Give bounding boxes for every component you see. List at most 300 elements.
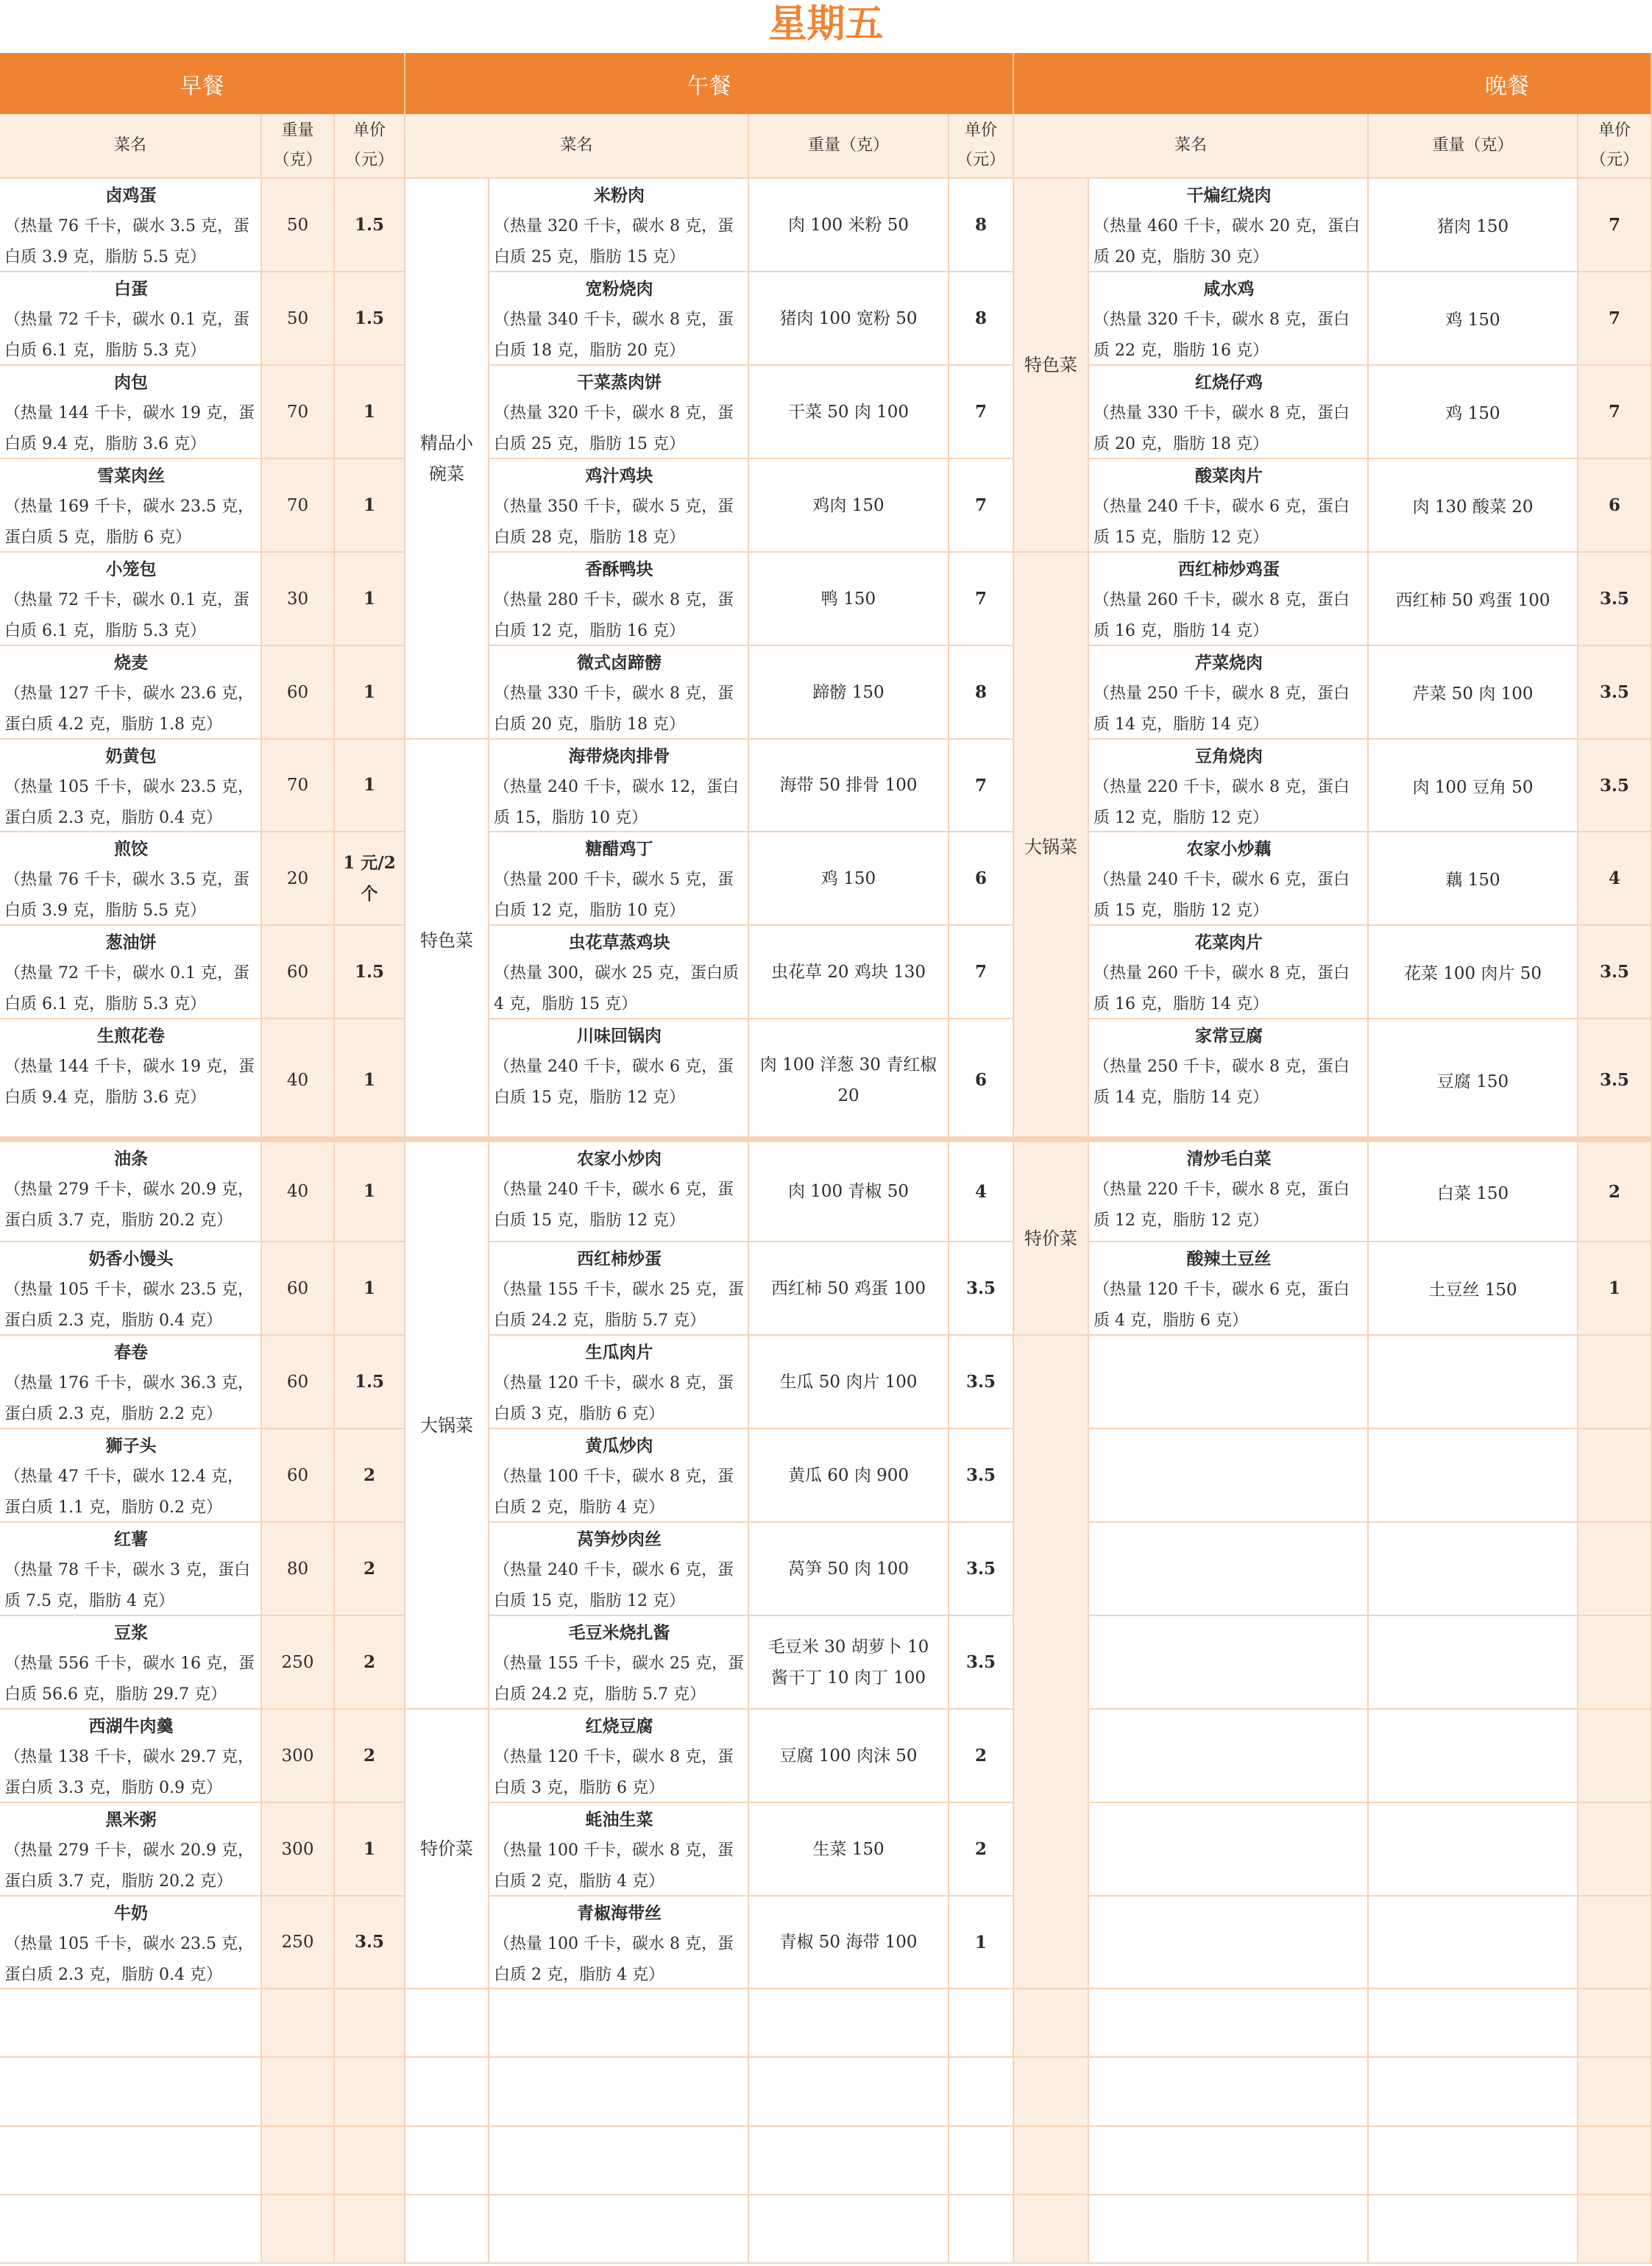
lunch-col-name-text: 菜名 bbox=[560, 136, 593, 155]
breakfast-weight bbox=[262, 553, 335, 646]
breakfast-weight bbox=[262, 1142, 335, 1242]
lunch-category bbox=[405, 179, 489, 740]
dish-name: 西红柿炒蛋 bbox=[577, 1249, 662, 1269]
dinner-price bbox=[1578, 366, 1652, 459]
lunch-row bbox=[489, 1616, 749, 1710]
dinner-weight bbox=[1369, 832, 1578, 926]
breakfast-row bbox=[0, 1142, 262, 1242]
dinner-weight bbox=[1369, 1019, 1578, 1142]
dinner-col-name bbox=[1014, 114, 1369, 179]
dish-name: 干煸红烧肉 bbox=[1186, 185, 1272, 205]
dish-nutrition: （热量 240 千卡，碳水 6 克，蛋白质 15 克，脂肪 12 克） bbox=[1093, 871, 1350, 920]
lunch-weight-text: 豆腐 100 肉沫 50 bbox=[779, 1746, 918, 1766]
dish-nutrition: （热量 72 千卡，碳水 0.1 克，蛋白质 6.1 克，脂肪 5.3 克） bbox=[4, 964, 249, 1013]
dinner-category-text: 特色菜 bbox=[1024, 355, 1077, 375]
dinner-empty-name bbox=[1089, 1803, 1369, 1897]
dinner-price bbox=[1578, 272, 1652, 366]
dinner-col-name-text: 菜名 bbox=[1174, 136, 1207, 155]
empty-cell bbox=[489, 2195, 749, 2264]
dinner-price bbox=[1578, 1019, 1652, 1142]
lunch-weight bbox=[749, 459, 949, 553]
lunch-row bbox=[489, 272, 749, 366]
dish-name: 微式卤蹄髈 bbox=[577, 653, 662, 673]
lunch-weight bbox=[749, 1616, 949, 1710]
dinner-empty-price bbox=[1578, 1897, 1652, 1989]
lunch-category-text: 大锅菜 bbox=[420, 1415, 473, 1436]
lunch-price-text: 1 bbox=[974, 1932, 987, 1952]
dish-nutrition: （热量 320 千卡，碳水 8 克，蛋白质 22 克，脂肪 16 克） bbox=[1093, 311, 1350, 360]
breakfast-weight bbox=[262, 1429, 335, 1523]
dinner-weight-text: 豆腐 150 bbox=[1436, 1072, 1509, 1091]
dinner-col-price bbox=[1578, 114, 1652, 179]
dish-name: 狮子头 bbox=[105, 1436, 157, 1456]
empty-cell bbox=[949, 1989, 1014, 2058]
dish-name: 农家小炒肉 bbox=[577, 1149, 662, 1169]
empty-cell bbox=[489, 2058, 749, 2127]
lunch-weight-text: 生瓜 50 肉片 100 bbox=[779, 1372, 918, 1392]
lunch-weight bbox=[749, 1242, 949, 1336]
lunch-price bbox=[949, 832, 1014, 926]
dinner-price-text: 7 bbox=[1608, 215, 1620, 235]
dish-nutrition: （热量 105 千卡，碳水 23.5 克，蛋白质 2.3 克，脂肪 0.4 克） bbox=[4, 1935, 254, 1984]
breakfast-weight bbox=[262, 1242, 335, 1336]
breakfast-price bbox=[335, 1019, 405, 1142]
breakfast-weight bbox=[262, 1336, 335, 1429]
dish-nutrition: （热量 350 千卡，碳水 5 克，蛋白质 28 克，脂肪 18 克） bbox=[494, 498, 734, 547]
empty-cell bbox=[1578, 2195, 1652, 2264]
empty-cell bbox=[749, 2127, 949, 2195]
breakfast-price bbox=[335, 1242, 405, 1336]
dinner-empty-name bbox=[1089, 1429, 1369, 1523]
breakfast-row bbox=[0, 832, 262, 926]
dinner-row bbox=[1089, 179, 1369, 272]
empty-cell bbox=[0, 1989, 262, 2058]
empty-cell bbox=[749, 2195, 949, 2264]
dinner-price bbox=[1578, 926, 1652, 1019]
breakfast-weight bbox=[262, 1523, 335, 1616]
dinner-price bbox=[1578, 1142, 1652, 1242]
lunch-price bbox=[949, 459, 1014, 553]
breakfast-price bbox=[335, 1616, 405, 1710]
dish-nutrition: （热量 155 千卡，碳水 25 克，蛋白质 24.2 克，脂肪 5.7 克） bbox=[494, 1654, 744, 1704]
breakfast-price bbox=[335, 1336, 405, 1429]
dinner-price-text: 7 bbox=[1608, 402, 1620, 422]
lunch-price-text: 3.5 bbox=[965, 1278, 996, 1298]
lunch-col-name bbox=[405, 114, 749, 179]
lunch-row bbox=[489, 1523, 749, 1616]
lunch-category bbox=[405, 1142, 489, 1710]
lunch-price-text: 3.5 bbox=[965, 1559, 996, 1579]
dinner-row bbox=[1089, 926, 1369, 1019]
breakfast-price bbox=[335, 1897, 405, 1989]
dish-nutrition: （热量 144 千卡，碳水 19 克，蛋白质 9.4 克，脂肪 3.6 克） bbox=[4, 1058, 255, 1107]
lunch-weight-text: 肉 100 洋葱 30 青红椒 20 bbox=[759, 1055, 937, 1105]
dish-nutrition: （热量 220 千卡，碳水 8 克，蛋白质 12 克，脂肪 12 克） bbox=[1093, 778, 1350, 827]
breakfast-row bbox=[0, 272, 262, 366]
dinner-category-text: 特价菜 bbox=[1024, 1228, 1077, 1249]
empty-cell bbox=[1014, 2058, 1089, 2127]
dinner-empty-name bbox=[1089, 1616, 1369, 1710]
breakfast-row bbox=[0, 1523, 262, 1616]
lunch-weight-text: 蹄髈 150 bbox=[812, 682, 885, 702]
empty-cell bbox=[1014, 2127, 1089, 2195]
dinner-weight-text: 猪肉 150 bbox=[1436, 217, 1509, 236]
dish-name: 黄瓜炒肉 bbox=[585, 1436, 653, 1456]
lunch-price bbox=[949, 1803, 1014, 1897]
lunch-weight-text: 生菜 150 bbox=[812, 1839, 885, 1859]
empty-cell bbox=[489, 1989, 749, 2058]
lunch-price-text: 2 bbox=[974, 1839, 987, 1859]
breakfast-price bbox=[335, 1523, 405, 1616]
breakfast-weight bbox=[262, 272, 335, 366]
empty-cell bbox=[1089, 2195, 1369, 2264]
dish-name: 煎饺 bbox=[114, 839, 148, 859]
dinner-price bbox=[1578, 179, 1652, 272]
dish-nutrition: （热量 138 千卡，碳水 29.7 克，蛋白质 3.3 克，脂肪 0.9 克） bbox=[4, 1748, 254, 1797]
dish-name: 豆角烧肉 bbox=[1195, 746, 1263, 766]
dish-name: 宽粉烧肉 bbox=[585, 279, 653, 299]
lunch-category-text: 特色菜 bbox=[420, 930, 473, 951]
lunch-price bbox=[949, 1616, 1014, 1710]
lunch-price bbox=[949, 1710, 1014, 1803]
breakfast-weight bbox=[262, 740, 335, 832]
dish-name: 红烧仔鸡 bbox=[1195, 372, 1263, 392]
lunch-price-text: 3.5 bbox=[965, 1652, 996, 1672]
breakfast-weight-text: 30 bbox=[286, 589, 309, 609]
lunch-row bbox=[489, 1142, 749, 1242]
dinner-weight-text: 花菜 100 肉片 50 bbox=[1403, 964, 1542, 983]
dish-name: 白蛋 bbox=[114, 279, 148, 299]
dish-nutrition: （热量 176 千卡，碳水 36.3 克，蛋白质 2.3 克，脂肪 2.2 克） bbox=[4, 1374, 254, 1423]
lunch-price bbox=[949, 646, 1014, 740]
lunch-row bbox=[489, 179, 749, 272]
lunch-row bbox=[489, 459, 749, 553]
dinner-empty-name bbox=[1089, 1897, 1369, 1989]
dish-nutrition: （热量 120 千卡，碳水 8 克，蛋白质 3 克，脂肪 6 克） bbox=[494, 1748, 734, 1797]
dinner-weight bbox=[1369, 646, 1578, 740]
dinner-weight bbox=[1369, 1242, 1578, 1336]
dish-name: 芹菜烧肉 bbox=[1195, 653, 1263, 673]
lunch-price bbox=[949, 1019, 1014, 1142]
dish-name: 毛豆米烧扎酱 bbox=[568, 1623, 670, 1643]
empty-cell bbox=[749, 1989, 949, 2058]
lunch-weight-text: 虫花草 20 鸡块 130 bbox=[770, 962, 926, 982]
dish-name: 黑米粥 bbox=[105, 1810, 157, 1830]
breakfast-price bbox=[335, 272, 405, 366]
breakfast-weight-text: 70 bbox=[286, 776, 309, 795]
lunch-weight bbox=[749, 366, 949, 459]
breakfast-weight-text: 20 bbox=[286, 868, 309, 888]
dinner-empty-price bbox=[1578, 1803, 1652, 1897]
dinner-empty-name bbox=[1089, 1710, 1369, 1803]
dish-name: 肉包 bbox=[114, 372, 148, 392]
dinner-col-price-text: 单价（元） bbox=[1590, 121, 1639, 169]
dinner-price-text: 3.5 bbox=[1599, 589, 1629, 609]
empty-cell bbox=[0, 2127, 262, 2195]
breakfast-row bbox=[0, 646, 262, 740]
lunch-row bbox=[489, 1803, 749, 1897]
empty-cell bbox=[405, 2195, 489, 2264]
dish-nutrition: （热量 100 千卡，碳水 8 克，蛋白质 2 克，脂肪 4 克） bbox=[494, 1467, 734, 1517]
dinner-price-text: 6 bbox=[1608, 495, 1620, 515]
table-divider bbox=[0, 1136, 1652, 1142]
lunch-row bbox=[489, 366, 749, 459]
breakfast-weight-text: 250 bbox=[281, 1933, 314, 1952]
dish-name: 小笼包 bbox=[105, 559, 157, 579]
empty-cell bbox=[1578, 1989, 1652, 2058]
lunch-category bbox=[405, 1710, 489, 1989]
empty-cell bbox=[0, 2058, 262, 2127]
breakfast-col-price bbox=[335, 114, 405, 179]
breakfast-row bbox=[0, 459, 262, 553]
breakfast-price-text: 1 bbox=[363, 1278, 375, 1298]
empty-cell bbox=[0, 2195, 262, 2264]
dish-name: 奶黄包 bbox=[105, 746, 157, 766]
empty-cell bbox=[1369, 2127, 1578, 2195]
dish-nutrition: （热量 279 千卡，碳水 20.9 克，蛋白质 3.7 克，脂肪 20.2 克） bbox=[4, 1841, 254, 1891]
breakfast-col-price-text: 单价（元） bbox=[345, 121, 394, 169]
dinner-price bbox=[1578, 832, 1652, 926]
dinner-weight-text: 芹菜 50 肉 100 bbox=[1412, 684, 1534, 704]
lunch-col-price-text: 单价（元） bbox=[957, 121, 1006, 169]
breakfast-weight-text: 70 bbox=[286, 402, 309, 422]
lunch-price bbox=[949, 272, 1014, 366]
empty-cell bbox=[1089, 2058, 1369, 2127]
breakfast-weight bbox=[262, 832, 335, 926]
dinner-weight bbox=[1369, 459, 1578, 553]
breakfast-price bbox=[335, 832, 405, 926]
breakfast-col-weight-text: 重量（克） bbox=[273, 121, 322, 169]
dish-nutrition: （热量 72 千卡，碳水 0.1 克，蛋白质 6.1 克，脂肪 5.3 克） bbox=[4, 311, 249, 360]
dinner-row bbox=[1089, 272, 1369, 366]
dinner-weight-text: 西红柿 50 鸡蛋 100 bbox=[1395, 591, 1550, 610]
breakfast-price-text: 1 bbox=[363, 401, 375, 422]
lunch-row bbox=[489, 1336, 749, 1429]
breakfast-price bbox=[335, 366, 405, 459]
breakfast-weight-text: 80 bbox=[286, 1559, 309, 1579]
breakfast-weight-text: 300 bbox=[281, 1839, 314, 1859]
breakfast-row bbox=[0, 1019, 262, 1142]
lunch-weight-text: 青椒 50 海带 100 bbox=[779, 1933, 918, 1952]
dinner-weight bbox=[1369, 740, 1578, 832]
breakfast-price bbox=[335, 1142, 405, 1242]
lunch-weight-text: 鸡肉 150 bbox=[812, 495, 885, 515]
breakfast-price-text: 2 bbox=[363, 1558, 375, 1579]
lunch-price-text: 8 bbox=[974, 308, 987, 328]
dish-nutrition: （热量 144 千卡，碳水 19 克，蛋白质 9.4 克，脂肪 3.6 克） bbox=[4, 404, 255, 453]
breakfast-weight-text: 40 bbox=[286, 1070, 309, 1090]
breakfast-row bbox=[0, 1803, 262, 1897]
dinner-row bbox=[1089, 1142, 1369, 1242]
empty-cell bbox=[405, 2058, 489, 2127]
dish-nutrition: （热量 260 千卡，碳水 8 克，蛋白质 16 克，脂肪 14 克） bbox=[1093, 591, 1350, 640]
lunch-weight-text: 猪肉 100 宽粉 50 bbox=[779, 308, 918, 328]
breakfast-col-name bbox=[0, 114, 262, 179]
dinner-category-text: 大锅菜 bbox=[1024, 836, 1077, 857]
empty-cell bbox=[262, 2058, 335, 2127]
lunch-weight bbox=[749, 1803, 949, 1897]
lunch-weight bbox=[749, 1523, 949, 1616]
dish-name: 奶香小馒头 bbox=[88, 1249, 174, 1269]
dish-name: 米粉肉 bbox=[594, 185, 645, 205]
dish-nutrition: （热量 105 千卡，碳水 23.5 克，蛋白质 2.3 克，脂肪 0.4 克） bbox=[4, 778, 254, 827]
lunch-weight-text: 莴笋 50 肉 100 bbox=[787, 1559, 910, 1579]
breakfast-price bbox=[335, 646, 405, 740]
dish-nutrition: （热量 330 千卡，碳水 8 克，蛋白质 20 克，脂肪 18 克） bbox=[494, 684, 734, 734]
dish-name: 鸡汁鸡块 bbox=[585, 466, 653, 486]
breakfast-row bbox=[0, 1616, 262, 1710]
dish-name: 生瓜肉片 bbox=[585, 1342, 653, 1362]
lunch-weight bbox=[749, 1710, 949, 1803]
dinner-weight bbox=[1369, 926, 1578, 1019]
dish-name: 西红柿炒鸡蛋 bbox=[1178, 559, 1280, 579]
dish-name: 烧麦 bbox=[114, 653, 148, 673]
breakfast-price bbox=[335, 1429, 405, 1523]
lunch-weight bbox=[749, 646, 949, 740]
section-breakfast bbox=[0, 53, 405, 114]
dinner-empty-price bbox=[1578, 1429, 1652, 1523]
dinner-row bbox=[1089, 1019, 1369, 1142]
lunch-weight-text: 鸡 150 bbox=[820, 868, 876, 888]
empty-cell bbox=[1014, 1989, 1089, 2058]
dinner-price bbox=[1578, 459, 1652, 553]
breakfast-row bbox=[0, 926, 262, 1019]
empty-cell bbox=[949, 2195, 1014, 2264]
breakfast-weight bbox=[262, 179, 335, 272]
empty-cell bbox=[1014, 2195, 1089, 2264]
breakfast-price bbox=[335, 1710, 405, 1803]
dinner-col-weight-text: 重量（克） bbox=[1432, 136, 1514, 155]
lunch-row bbox=[489, 1710, 749, 1803]
breakfast-weight bbox=[262, 1019, 335, 1142]
breakfast-price-text: 1 bbox=[363, 495, 375, 515]
dinner-row bbox=[1089, 646, 1369, 740]
dish-name: 糖醋鸡丁 bbox=[585, 839, 653, 859]
breakfast-price-text: 1 bbox=[363, 681, 375, 702]
dish-nutrition: （热量 240 千卡，碳水 6 克，蛋白质 15 克，脂肪 12 克） bbox=[494, 1058, 734, 1107]
lunch-weight bbox=[749, 832, 949, 926]
dish-name: 生煎花卷 bbox=[97, 1026, 165, 1046]
section-breakfast-text: 早餐 bbox=[180, 73, 224, 99]
lunch-price-text: 2 bbox=[974, 1746, 987, 1766]
dinner-price-text: 3.5 bbox=[1599, 682, 1629, 702]
breakfast-row bbox=[0, 1242, 262, 1336]
dish-name: 春卷 bbox=[114, 1342, 148, 1362]
lunch-price bbox=[949, 179, 1014, 272]
dish-nutrition: （热量 100 千卡，碳水 8 克，蛋白质 2 克，脂肪 4 克） bbox=[494, 1935, 734, 1984]
breakfast-price-text: 1 bbox=[363, 1069, 375, 1090]
dinner-weight-text: 藕 150 bbox=[1445, 871, 1500, 890]
dinner-weight bbox=[1369, 553, 1578, 646]
dish-name: 酸辣土豆丝 bbox=[1186, 1249, 1272, 1269]
dish-name: 酸菜肉片 bbox=[1195, 466, 1263, 486]
dish-name: 红烧豆腐 bbox=[585, 1716, 653, 1736]
lunch-row bbox=[489, 1429, 749, 1523]
empty-cell bbox=[262, 2195, 335, 2264]
lunch-weight bbox=[749, 1897, 949, 1989]
section-dinner bbox=[1014, 53, 1652, 114]
lunch-price-text: 7 bbox=[974, 962, 987, 982]
breakfast-row bbox=[0, 740, 262, 832]
dinner-empty-weight bbox=[1369, 1336, 1578, 1429]
dinner-empty-price bbox=[1578, 1616, 1652, 1710]
dinner-weight bbox=[1369, 366, 1578, 459]
dish-nutrition: （热量 340 千卡，碳水 8 克，蛋白质 18 克，脂肪 20 克） bbox=[494, 311, 734, 360]
dish-name: 豆浆 bbox=[114, 1623, 148, 1643]
lunch-row bbox=[489, 1019, 749, 1142]
dinner-price bbox=[1578, 740, 1652, 832]
dish-nutrition: （热量 100 千卡，碳水 8 克，蛋白质 2 克，脂肪 4 克） bbox=[494, 1841, 734, 1891]
breakfast-weight-text: 300 bbox=[281, 1746, 314, 1766]
lunch-weight-text: 肉 100 青椒 50 bbox=[787, 1182, 910, 1201]
lunch-weight bbox=[749, 1336, 949, 1429]
dinner-empty-weight bbox=[1369, 1616, 1578, 1710]
section-lunch bbox=[405, 53, 1014, 114]
breakfast-price-text: 1 bbox=[363, 588, 375, 609]
breakfast-price bbox=[335, 459, 405, 553]
dish-nutrition: （热量 120 千卡，碳水 6 克，蛋白质 4 克，脂肪 6 克） bbox=[1093, 1281, 1350, 1330]
empty-cell bbox=[1369, 1989, 1578, 2058]
dish-name: 花菜肉片 bbox=[1195, 932, 1263, 952]
dish-nutrition: （热量 250 千卡，碳水 8 克，蛋白质 14 克，脂肪 14 克） bbox=[1093, 684, 1350, 734]
lunch-category-text: 精品小碗菜 bbox=[420, 433, 473, 484]
breakfast-row bbox=[0, 179, 262, 272]
breakfast-weight bbox=[262, 926, 335, 1019]
dish-nutrition: （热量 240 千卡，碳水 6 克，蛋白质 15 克，脂肪 12 克） bbox=[494, 1180, 734, 1230]
dinner-price-text: 7 bbox=[1608, 308, 1620, 328]
breakfast-weight bbox=[262, 459, 335, 553]
breakfast-weight bbox=[262, 1803, 335, 1897]
dinner-category-empty bbox=[1014, 1336, 1089, 1989]
breakfast-price bbox=[335, 179, 405, 272]
lunch-weight-text: 毛豆米 30 胡萝卜 10 酱干丁 10 肉丁 100 bbox=[767, 1637, 929, 1688]
dinner-empty-weight bbox=[1369, 1523, 1578, 1616]
breakfast-weight bbox=[262, 1616, 335, 1710]
dinner-weight-text: 鸡 150 bbox=[1445, 311, 1500, 330]
breakfast-price-text: 2 bbox=[363, 1651, 375, 1672]
dinner-category bbox=[1014, 179, 1089, 553]
lunch-price bbox=[949, 1242, 1014, 1336]
dish-nutrition: （热量 260 千卡，碳水 8 克，蛋白质 16 克，脂肪 14 克） bbox=[1093, 964, 1350, 1013]
dinner-price-text: 1 bbox=[1608, 1278, 1620, 1298]
empty-cell bbox=[749, 2058, 949, 2127]
dish-nutrition: （热量 240 千卡，碳水 6 克，蛋白质 15 克，脂肪 12 克） bbox=[1093, 498, 1350, 547]
dish-nutrition: （热量 280 千卡，碳水 8 克，蛋白质 12 克，脂肪 16 克） bbox=[494, 591, 734, 640]
dish-nutrition: （热量 330 千卡，碳水 8 克，蛋白质 20 克，脂肪 18 克） bbox=[1093, 404, 1350, 453]
breakfast-price-text: 1.5 bbox=[354, 961, 384, 982]
breakfast-weight-text: 60 bbox=[286, 1278, 309, 1298]
breakfast-price bbox=[335, 740, 405, 832]
dish-nutrition: （热量 460 千卡，碳水 20 克，蛋白质 20 克，脂肪 30 克） bbox=[1093, 217, 1360, 266]
dinner-weight-text: 鸡 150 bbox=[1445, 404, 1500, 423]
dinner-row bbox=[1089, 366, 1369, 459]
dish-nutrition: （热量 169 千卡，碳水 23.5 克，蛋白质 5 克，脂肪 6 克） bbox=[4, 498, 254, 547]
lunch-weight-text: 海带 50 排骨 100 bbox=[779, 776, 918, 795]
lunch-weight-text: 肉 100 米粉 50 bbox=[787, 215, 910, 235]
breakfast-weight bbox=[262, 1897, 335, 1989]
dish-name: 虫花草蒸鸡块 bbox=[568, 932, 670, 952]
lunch-weight bbox=[749, 926, 949, 1019]
dinner-empty-price bbox=[1578, 1523, 1652, 1616]
dish-nutrition: （热量 250 千卡，碳水 8 克，蛋白质 14 克，脂肪 14 克） bbox=[1093, 1058, 1350, 1107]
lunch-weight bbox=[749, 1142, 949, 1242]
dish-nutrition: （热量 127 千卡，碳水 23.6 克，蛋白质 4.2 克，脂肪 1.8 克） bbox=[4, 684, 254, 734]
dish-nutrition: （热量 76 千卡，碳水 3.5 克，蛋白质 3.9 克，脂肪 5.5 克） bbox=[4, 217, 249, 266]
dinner-price bbox=[1578, 1242, 1652, 1336]
lunch-row bbox=[489, 1242, 749, 1336]
lunch-price bbox=[949, 926, 1014, 1019]
breakfast-price-text: 1 bbox=[363, 1181, 375, 1201]
